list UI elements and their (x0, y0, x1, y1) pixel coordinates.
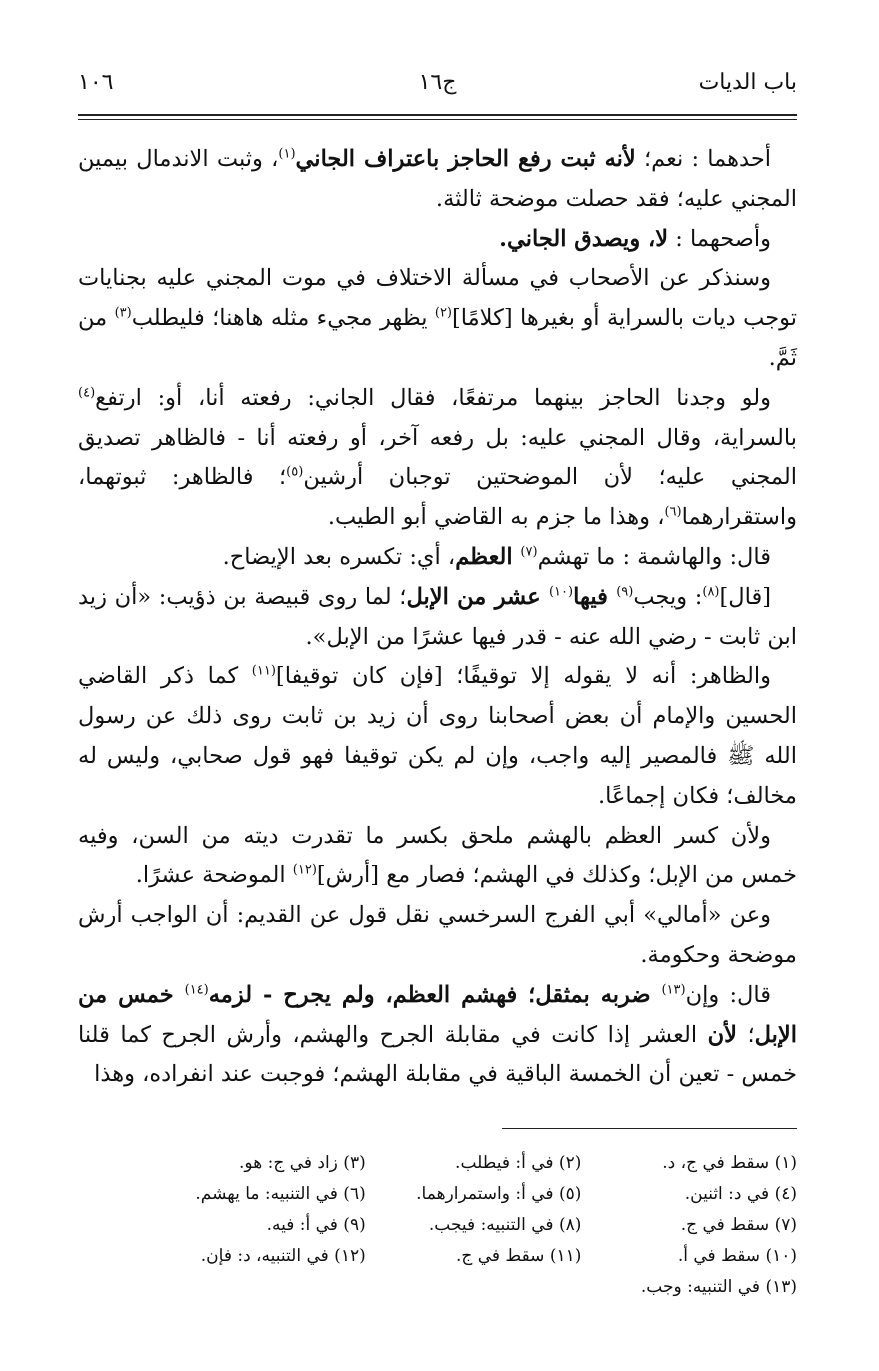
footnote-row (150, 1241, 797, 1272)
footnote: (١٣) في التنبيه: وجب. (640, 1277, 797, 1297)
footnote-separator (502, 1128, 797, 1129)
page-number: ١٠٦ (78, 70, 114, 95)
header-rule-thick (78, 114, 797, 116)
paragraph-1: أحدهما : نعم؛ لأنه ثبت رفع الحاجز باعتراف الجاني$^{(١)}$، وثبت الاندمال بيمين المجني عليه؛ فقد حصلت موضحة ثالثة. (78, 146, 797, 212)
paragraph-10: قال: وإن$^{(١٣)}$ ضربه بمثقل؛ فهشم العظم، ولم يجرح - لزمه$^{(١٤)}$ خمس من الإبل؛ لأن العشر إذا كانت في مقابلة الجرح والهشم، وأرش الجرح كما قلنا خمس - تعين أن الخمسة الباقية في مقابلة الهشم؛ فوجبت عند انفراده، وهذا (78, 981, 797, 1088)
footnote-row (150, 1272, 797, 1303)
footnote: (١٢) في التنبيه، د: فإن. (200, 1246, 366, 1266)
footnote: (٣) زاد في ج: هو. (239, 1153, 366, 1173)
footnote: (٥) في أ: واستمرارهما. (416, 1184, 582, 1204)
main-text (78, 140, 797, 1095)
paragraph-6: [قال]$^{(٨)}$: ويجب$^{(٩)}$ فيها$^{(١٠)}$ عشر من الإبل؛ لما روى قبيصة بن ذؤيب: «أن زيد ابن ثابت - رضي الله عنه - قدر فيها عشرًا من الإبل». (78, 583, 797, 650)
footnote-row (150, 1148, 797, 1179)
footnote: (١) سقط في ج، د. (662, 1153, 797, 1173)
footnote: (٤) في د: اثنين. (684, 1184, 797, 1204)
footnote: (١١) سقط في ج. (455, 1246, 582, 1266)
volume-label: ج١٦ (418, 70, 457, 95)
paragraph-7: والظاهر: أنه لا يقوله إلا توقيفًا؛ [فإن كان توقيفا]$^{(١١)}$ كما ذكر القاضي الحسين والإمام أن بعض أصحابنا روى أن زيد بن ثابت روى ذلك عن رسول الله ﷺ فالمصير إليه واجب، وإن لم يكن توقيفا فهو قول صحابي، وليس له مخالف؛ فكان إجماعًا. (78, 663, 797, 809)
footnote: (٨) في التنبيه: فيجب. (428, 1215, 582, 1235)
paragraph-8: ولأن كسر العظم بالهشم ملحق بكسر ما تقدرت ديته من السن، وفيه خمس من الإبل؛ وكذلك في الهشم؛ فصار مع [أرش]$^{(١٢)}$ الموضحة عشرًا. (78, 822, 797, 889)
footnote: (٩) في أ: فيه. (266, 1215, 366, 1235)
section-title: باب الديات (698, 70, 797, 95)
header-rule-thin (78, 119, 797, 120)
paragraph-2: وأصحهما : لا، ويصدق الجاني. (499, 225, 771, 252)
paragraph-9: وعن «أمالي» أبي الفرج السرخسي نقل قول عن القديم: أن الواجب أرش موضحة وحكومة. (78, 902, 797, 968)
footnote-row (150, 1179, 797, 1210)
footnote: (٢) في أ: فيطلب. (455, 1153, 582, 1173)
paragraph-5: قال: والهاشمة : ما تهشم$^{(٧)}$ العظم، أي: تكسره بعد الإيضاح. (222, 543, 771, 570)
page-header (78, 70, 797, 104)
footnote: (٧) سقط في ج. (680, 1215, 797, 1235)
paragraph-3: وسنذكر عن الأصحاب في مسألة الاختلاف في موت المجني عليه بجنايات توجب ديات بالسراية أو بغيرها [كلامًا]$^{(٢)}$ يظهر مجيء مثله هاهنا؛ فليطلب$^{(٣)}$ من ثَمَّ. (78, 265, 797, 371)
paragraph-4: ولو وجدنا الحاجز بينهما مرتفعًا، فقال الجاني: رفعته أنا، أو: ارتفع$^{(٤)}$ بالسراية، وقال المجني عليه: بل رفعه آخر، أو رفعته أنا - فالظاهر تصديق المجني عليه؛ لأن الموضحتين توجبان أرشين$^{(٥)}$؛ فالظاهر: ثبوتهما، واستقرارهما$^{(٦)}$، وهذا ما جزم به القاضي أبو الطيب. (78, 384, 797, 531)
footnote: (٦) في التنبيه: ما يهشم. (195, 1184, 366, 1204)
footnotes (150, 1148, 797, 1303)
footnote-row (150, 1210, 797, 1241)
footnote: (١٠) سقط في أ. (677, 1246, 797, 1266)
